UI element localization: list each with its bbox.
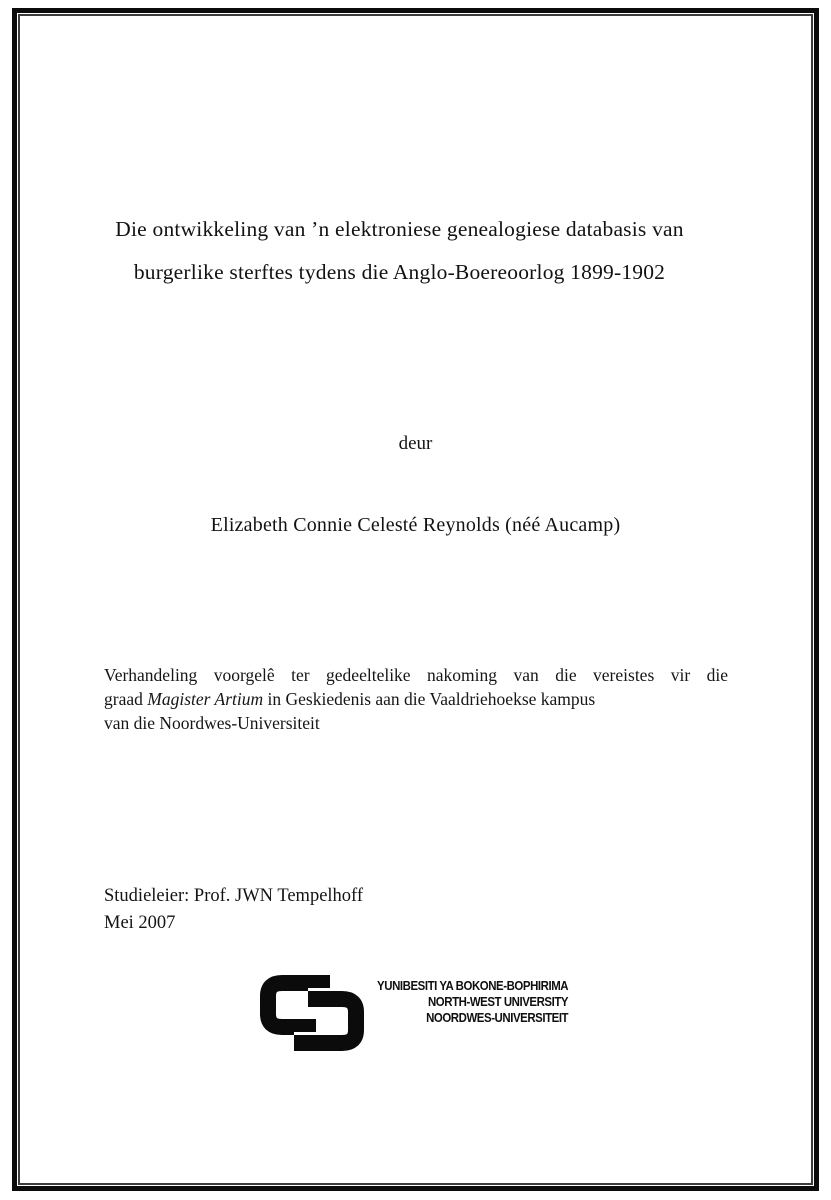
byline-label: deur (398, 433, 433, 454)
nwu-university-logo (258, 969, 568, 1057)
submission-line-1: Verhandeling voorgelê ter gedeeltelike nakoming van die vereistes vir die (104, 665, 728, 685)
nwu-logo-wordmark (377, 978, 568, 1027)
submission-line-2-post: in Geskiedenis aan die Vaaldriehoekse kampus (263, 689, 596, 709)
submission-line-3: van die Noordwes-Universiteit (104, 713, 320, 733)
date-line: Mei 2007 (104, 913, 176, 933)
thesis-title (12, 208, 787, 294)
author-name: Elizabeth Connie Celesté Reynolds (néé Aucamp) (210, 514, 621, 536)
supervisor-block (104, 883, 363, 937)
thesis-title-line-1: Die ontwikkeling van ’n elektroniese genealogiese databasis van (115, 217, 684, 241)
supervisor-line: Studieleier: Prof. JWN Tempelhoff (104, 886, 364, 906)
degree-name-italic: Magister Artium (147, 689, 264, 709)
submission-statement (104, 663, 728, 735)
thesis-title-line-2: burgerlike sterftes tydens die Anglo-Boereoorlog 1899-1902 (133, 260, 666, 284)
submission-line-2-pre: graad (104, 689, 148, 709)
submission-line-2 (104, 687, 728, 711)
nwu-logo-line-english: NORTH-WEST UNIVERSITY (427, 994, 568, 1010)
nwu-logo-line-afrikaans: NOORDWES-UNIVERSITEIT (425, 1010, 568, 1026)
nwu-chain-links-logo-icon (258, 971, 366, 1055)
nwu-logo-line-setswana: YUNIBESITI YA BOKONE-BOPHIRIMA (376, 978, 568, 993)
